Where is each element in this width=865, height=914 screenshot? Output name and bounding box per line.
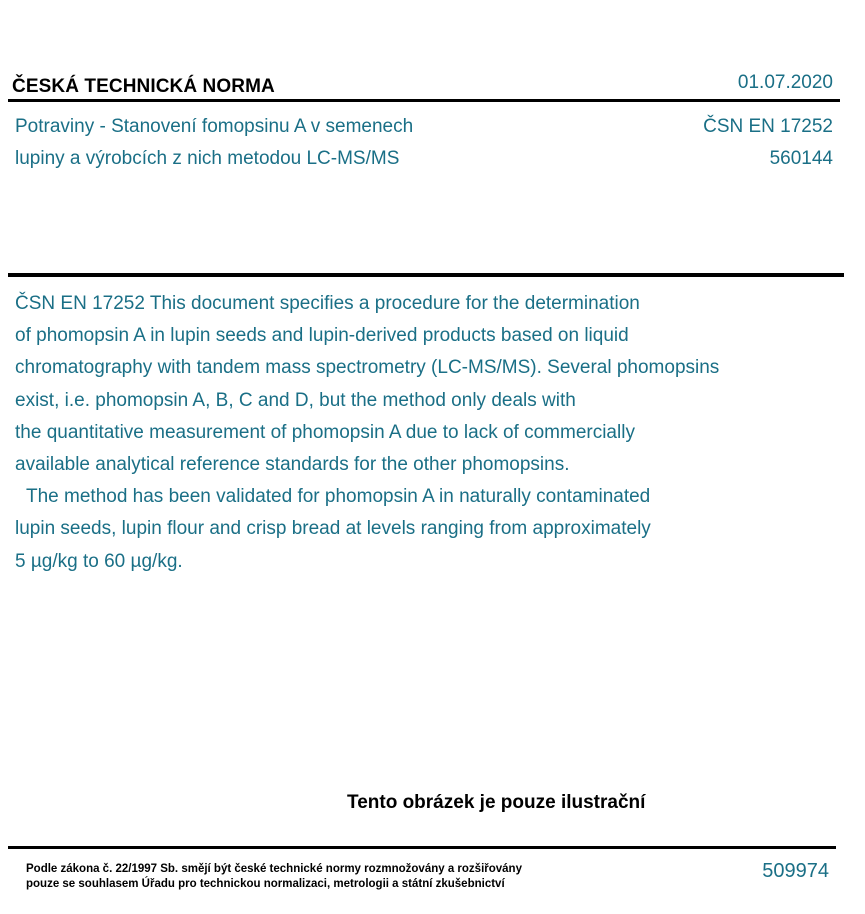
abstract-line: of phomopsin A in lupin seeds and lupin-derived products based on liquid <box>15 325 629 347</box>
standard-code: ČSN EN 17252 <box>703 116 833 137</box>
divider-top <box>8 99 840 102</box>
standard-title-line-1: Potraviny - Stanovení fomopsinu A v semenech <box>15 116 414 137</box>
legal-notice-line-1: Podle zákona č. 22/1997 Sb. smějí být české technické normy rozmnožovány a rozšiřovány <box>26 863 522 875</box>
legal-notice <box>26 862 522 892</box>
abstract-line: The method has been validated for phomopsin A in naturally contaminated <box>26 486 651 508</box>
abstract-line: chromatography with tandem mass spectrometry (LC-MS/MS). Several phomopsins <box>15 357 720 379</box>
abstract-line: exist, i.e. phomopsin A, B, C and D, but the method only deals with <box>15 389 576 411</box>
abstract-line: available analytical reference standards for the other phomopsins. <box>15 454 570 476</box>
abstract-line: lupin seeds, lupin flour and crisp bread at levels ranging from approximately <box>15 518 651 540</box>
classification-number: 560144 <box>769 148 833 169</box>
legal-notice-line-2: pouze se souhlasem Úřadu pro technickou normalizaci, metrologii a státní zkušebnictví <box>26 878 505 890</box>
document-type-title: ČESKÁ TECHNICKÁ NORMA <box>12 76 275 97</box>
divider-middle <box>8 273 844 277</box>
divider-bottom <box>8 846 836 849</box>
abstract <box>15 288 835 578</box>
abstract-line: 5 µg/kg to 60 µg/kg. <box>15 550 183 572</box>
illustration-note: Tento obrázek je pouze ilustrační <box>347 792 646 813</box>
standard-title-line-2: lupiny a výrobcích z nich metodou LC-MS/MS <box>15 148 400 169</box>
catalog-number: 509974 <box>762 860 829 882</box>
publication-date: 01.07.2020 <box>737 72 833 93</box>
abstract-line: the quantitative measurement of phomopsin A due to lack of commercially <box>15 421 635 443</box>
abstract-line: ČSN EN 17252 This document specifies a procedure for the determination <box>15 293 640 314</box>
